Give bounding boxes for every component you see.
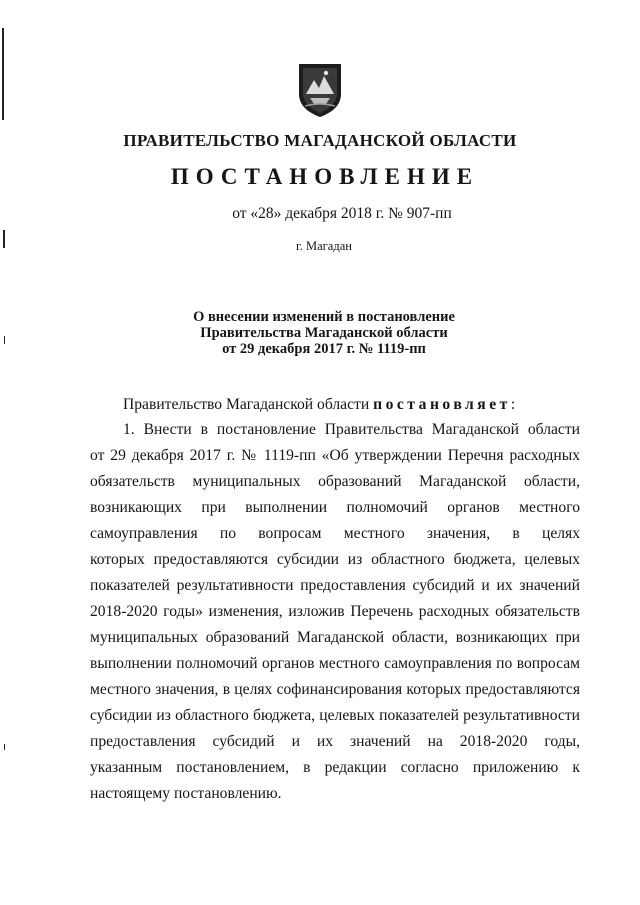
scan-artifact: [2, 28, 4, 120]
body-line: субсидии из областного бюджета, целевых показателей результативности: [90, 707, 580, 724]
subject-line: Правительства Магаданской области: [200, 325, 448, 341]
body-line: возникающих при выполнении полномочий органов местного: [90, 499, 580, 516]
body-line: настоящему постановлению.: [90, 785, 282, 802]
body-line: обязательств муниципальных образований Магаданской области,: [90, 473, 580, 490]
body-line: 1. Внести в постановление Правительства Магаданской области: [123, 421, 580, 438]
document-type: ПОСТАНОВЛЕНИЕ: [170, 164, 480, 189]
subject-line: от 29 декабря 2017 г. № 1119-пп: [222, 341, 426, 357]
body-line: 2018-2020 годы» изменения, изложив Перечень расходных обязательств: [90, 603, 580, 620]
body-line: выполнении полномочий органов местного самоуправления по вопросам: [90, 655, 580, 672]
body-line: муниципальных образований Магаданской области, возникающих при: [90, 629, 580, 646]
body-line: показателей результативности предоставления субсидий и их значений: [90, 577, 580, 594]
body-line: самоуправления по вопросам местного значения, в целях: [90, 525, 580, 542]
body-line: указанным постановлением, в редакции согласно приложению к: [90, 759, 580, 776]
resolution-body: [90, 417, 580, 807]
scan-artifact: [4, 744, 5, 750]
body-line: от 29 декабря 2017 г. № 1119-пп «Об утверждении Перечня расходных: [90, 447, 580, 464]
intro-verb: постановляет: [373, 396, 511, 413]
body-line: местного значения, в целях софинансирования которых предоставляются: [90, 681, 580, 698]
body-line: которых предоставляются субсидии из областного бюджета, целевых: [90, 551, 580, 568]
intro-colon: :: [510, 396, 516, 413]
document-subject: [4, 309, 640, 357]
document-place: г. Магадан: [296, 239, 352, 253]
body-line: предоставления субсидий и их значений на 2018-2020 годы,: [90, 733, 580, 750]
coat-of-arms-icon: [296, 62, 344, 118]
intro-text: Правительство Магаданской области: [123, 396, 370, 413]
government-title: ПРАВИТЕЛЬСТВО МАГАДАНСКОЙ ОБЛАСТИ: [123, 131, 517, 150]
subject-line: О внесении изменений в постановление: [193, 309, 455, 325]
document-date-number: от «28» декабря 2018 г. № 907-пп: [232, 205, 452, 222]
resolution-intro: [123, 396, 515, 414]
